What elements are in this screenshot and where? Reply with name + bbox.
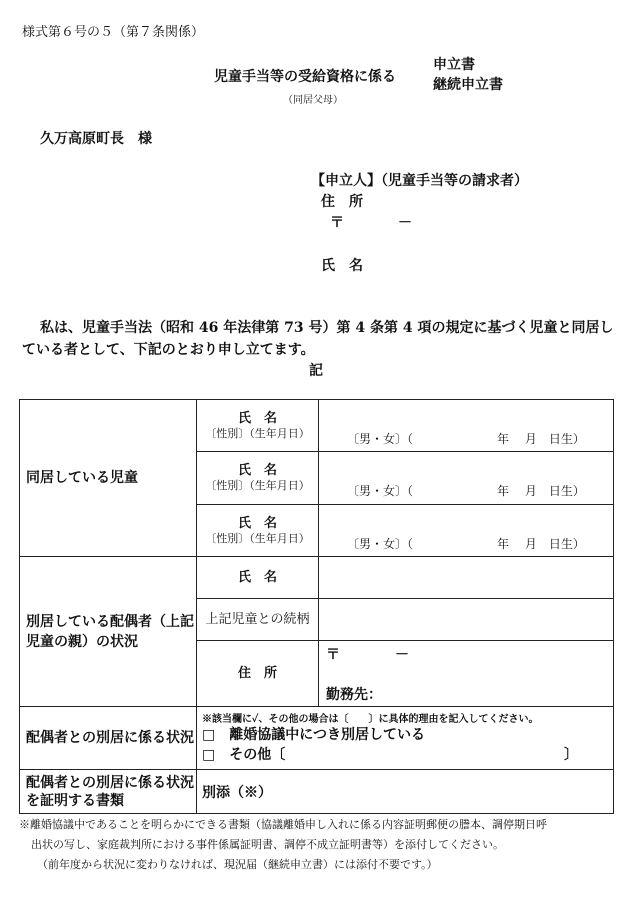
- addressee: 久万高原町長 様: [40, 131, 152, 147]
- child-name-label-cell: [197, 400, 319, 452]
- document-section-label: 配偶者との別居に係る状況を証明する書類: [20, 770, 197, 814]
- child-name-label: 氏 名: [237, 515, 277, 531]
- child-sub-label: 〔性別〕（生年月日）: [205, 426, 310, 440]
- child-gender: 〔男・女〕（: [347, 484, 414, 498]
- document-row: [20, 770, 614, 814]
- title-option-application: 申立書: [433, 57, 475, 73]
- separation-instruction: ※該当欄に✓、その他の場合は〔 〕に具体的理由を記入してください。: [202, 714, 539, 725]
- spouse-name-value[interactable]: [319, 557, 614, 599]
- child-dob: 年 月 日生）: [497, 484, 585, 498]
- spouse-section-label: 別居している配偶者（上記児童の親）の状況: [20, 557, 197, 707]
- spouse-address-label: 住 所: [197, 641, 319, 707]
- child-name-label: 氏 名: [237, 410, 277, 426]
- form-title: 児童手当等の受給資格に係る: [214, 69, 396, 85]
- spouse-postal-mark: 〒: [326, 647, 340, 663]
- children-section-label: 同居している児童: [20, 400, 197, 557]
- postal-mark: 〒: [330, 215, 344, 231]
- child-value-cell[interactable]: [319, 505, 614, 557]
- child-row: [20, 400, 614, 452]
- option-other-close: 〕: [564, 747, 578, 763]
- title-option-continuation: 継続申立書: [433, 77, 503, 93]
- statement: 私は、児童手当法（昭和 46 年法律第 73 号）第 4 条第 4 項の規定に基づく児童と同居している者として、下記のとおり申し立てます。: [22, 320, 614, 358]
- spouse-address-value[interactable]: [319, 641, 614, 707]
- child-dob: 年 月 日生）: [497, 432, 585, 446]
- note-line: 出状の写し、家庭裁判所における事件係属証明書、調停不成立証明書等）を添付してください。: [31, 838, 504, 851]
- name-label: 氏 名: [321, 258, 363, 274]
- child-value-cell[interactable]: [319, 400, 614, 452]
- separation-row: [20, 707, 614, 770]
- spouse-name-row: [20, 557, 614, 599]
- child-name-label-cell: [197, 505, 319, 557]
- child-dob: 年 月 日生）: [497, 537, 585, 551]
- child-sub-label: 〔性別〕（生年月日）: [205, 531, 310, 545]
- separation-value: [197, 707, 614, 770]
- ki-mark: 記: [309, 363, 323, 379]
- details-table: [19, 399, 614, 814]
- child-name-label-cell: [197, 452, 319, 505]
- spouse-workplace-label: 勤務先：: [326, 687, 382, 703]
- option-divorce-negotiation[interactable]: □ 離婚協議中につき別居している: [202, 727, 425, 743]
- postal-dash: －: [398, 215, 412, 231]
- child-name-label: 氏 名: [237, 463, 277, 478]
- child-gender: 〔男・女〕（: [347, 432, 414, 446]
- notes: [19, 815, 619, 875]
- spouse-postal-dash: －: [395, 647, 409, 663]
- note-line: ※離婚協議中であることを明らかにできる書類（協議離婚申し入れに係る内容証明郵便の謄本、調停期日呼: [19, 818, 547, 831]
- spouse-relation-label: 上記児童との続柄: [197, 599, 319, 641]
- option-other-label: □ その他〔: [202, 747, 286, 763]
- spouse-name-label: 氏 名: [197, 557, 319, 599]
- spouse-relation-value[interactable]: [319, 599, 614, 641]
- note-line: （前年度から状況に変わりなければ、現況届（継続申立書）には添付不要です。）: [37, 858, 438, 871]
- child-gender: 〔男・女〕（: [347, 537, 414, 551]
- document-value: 別添（※）: [197, 770, 614, 814]
- form-subtitle: （同居父母）: [283, 95, 343, 106]
- address-label: 住 所: [321, 194, 363, 210]
- applicant-header: 【申立人】（児童手当等の請求者）: [311, 173, 528, 189]
- option-other[interactable]: [202, 745, 613, 765]
- form-number: 様式第６号の５（第７条関係）: [22, 25, 205, 40]
- separation-section-label: 配偶者との別居に係る状況: [20, 707, 197, 770]
- child-sub-label: 〔性別〕（生年月日）: [205, 479, 310, 492]
- child-value-cell[interactable]: [319, 452, 614, 505]
